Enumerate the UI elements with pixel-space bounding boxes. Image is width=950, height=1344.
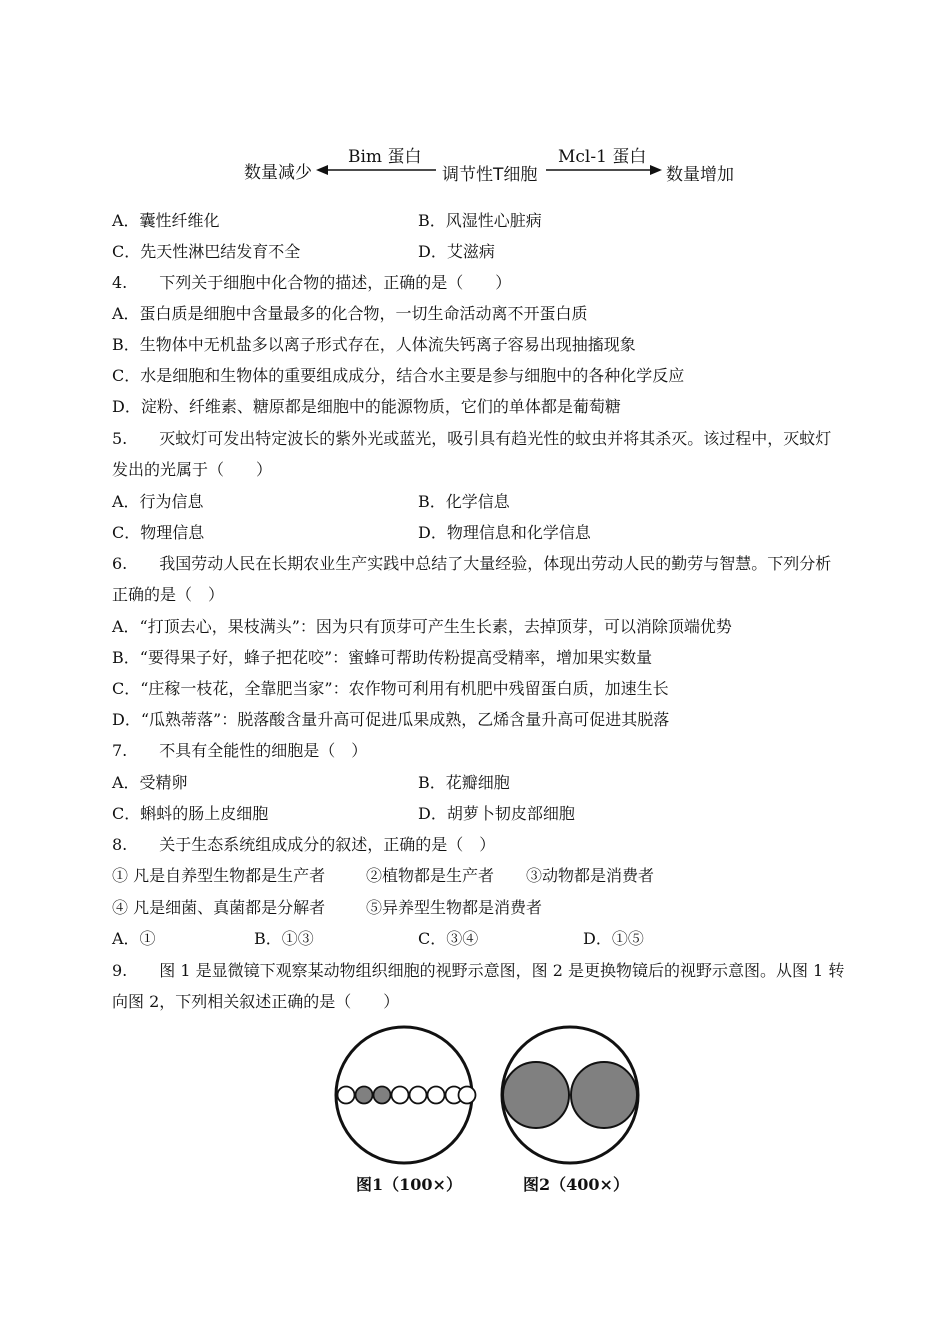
q3-option-c: C．先天性淋巴结发育不全 <box>112 242 301 261</box>
q7-option-a: A．受精卵 <box>112 773 188 792</box>
microscope-figure <box>330 1020 650 1200</box>
q4-option-a: A．蛋白质是细胞中含量最多的化合物，一切生命活动离不开蛋白质 <box>112 304 588 323</box>
q4-option-c: C．水是细胞和生物体的重要组成成分，结合水主要是参与细胞中的各种化学反应 <box>112 366 685 385</box>
q8-statement-2: ②植物都是生产者 <box>366 866 495 885</box>
q3-option-d: D．艾滋病 <box>418 242 495 261</box>
mcl1-protein-label: Mcl-1 蛋白 <box>558 147 647 167</box>
q7-option-c: C．蝌蚪的肠上皮细胞 <box>112 804 269 823</box>
q8-stem: 8. 关于生态系统组成成分的叙述，正确的是（ ） <box>112 835 496 854</box>
q7-option-d: D．胡萝卜韧皮部细胞 <box>418 804 575 823</box>
q6-option-c: C．“庄稼一枝花，全靠肥当家”：农作物可利用有机肥中残留蛋白质，加速生长 <box>112 679 669 698</box>
q6-option-b: B．“要得果子好，蜂子把花咬”：蜜蜂可帮助传粉提高受精率，增加果实数量 <box>112 648 653 667</box>
q5-option-d: D．物理信息和化学信息 <box>418 523 591 542</box>
increase-label: 数量增加 <box>666 165 734 185</box>
q8-option-b: B．①③ <box>254 929 314 948</box>
q6-option-a: A．“打顶去心，果枝满头”：因为只有顶芽可产生生长素，去掉顶芽，可以消除顶端优势 <box>112 617 732 636</box>
q4-option-d: D．淀粉、纤维素、糖原都是细胞中的能源物质，它们的单体都是葡萄糖 <box>112 397 621 416</box>
figure2-caption: 图2（400×） <box>523 1175 629 1194</box>
figure1-caption: 图1（100×） <box>356 1175 462 1194</box>
q8-statement-5: ⑤异养型生物都是消费者 <box>366 898 543 917</box>
bim-protein-label: Bim 蛋白 <box>348 147 422 167</box>
q3-option-b: B．风湿性心脏病 <box>418 211 542 230</box>
q3-option-a: A．囊性纤维化 <box>112 211 220 230</box>
q6-stem-line1: 6. 我国劳动人民在长期农业生产实践中总结了大量经验，体现出劳动人民的勤劳与智慧。下列分析 <box>112 554 832 573</box>
q7-option-b: B．花瓣细胞 <box>418 773 510 792</box>
decrease-label: 数量减少 <box>244 163 312 183</box>
q8-option-d: D．①⑤ <box>583 929 644 948</box>
q6-option-d: D．“瓜熟蒂落”：脱落酸含量升高可促进瓜果成熟，乙烯含量升高可促进其脱落 <box>112 710 670 729</box>
q9-stem-line2: 向图 2，下列相关叙述正确的是（ ） <box>112 992 400 1011</box>
q5-option-a: A．行为信息 <box>112 492 204 511</box>
q8-statement-1: ① 凡是自养型生物都是生产者 <box>112 866 326 885</box>
q5-stem-line2: 发出的光属于（ ） <box>112 460 273 479</box>
q7-stem: 7. 不具有全能性的细胞是（ ） <box>112 741 368 760</box>
q8-statement-3: ③动物都是消费者 <box>526 866 655 885</box>
regulatory-t-cell-diagram <box>240 140 740 190</box>
q8-option-c: C．③④ <box>418 929 479 948</box>
q5-option-c: C．物理信息 <box>112 523 205 542</box>
q8-statement-4: ④ 凡是细菌、真菌都是分解者 <box>112 898 326 917</box>
figure2-field <box>502 1027 638 1163</box>
regulatory-t-cell-label: 调节性T细胞 <box>442 165 538 185</box>
microscope-fields-svg <box>330 1020 650 1170</box>
q4-stem: 4. 下列关于细胞中化合物的描述，正确的是（ ） <box>112 273 512 292</box>
q8-option-a: A．① <box>112 929 156 948</box>
q5-stem-line1: 5. 灭蚊灯可发出特定波长的紫外光或蓝光，吸引具有趋光性的蚊虫并将其杀灭。该过程中，灭蚊灯 <box>112 429 832 448</box>
q5-option-b: B．化学信息 <box>418 492 510 511</box>
q4-option-b: B．生物体中无机盐多以离子形式存在，人体流失钙离子容易出现抽搐现象 <box>112 335 636 354</box>
figure1-field <box>336 1027 476 1163</box>
q9-stem-line1: 9. 图 1 是显微镜下观察某动物组织细胞的视野示意图，图 2 是更换物镜后的视野示意图。从图 1 转 <box>112 961 845 980</box>
q6-stem-line2: 正确的是（ ） <box>112 585 225 604</box>
